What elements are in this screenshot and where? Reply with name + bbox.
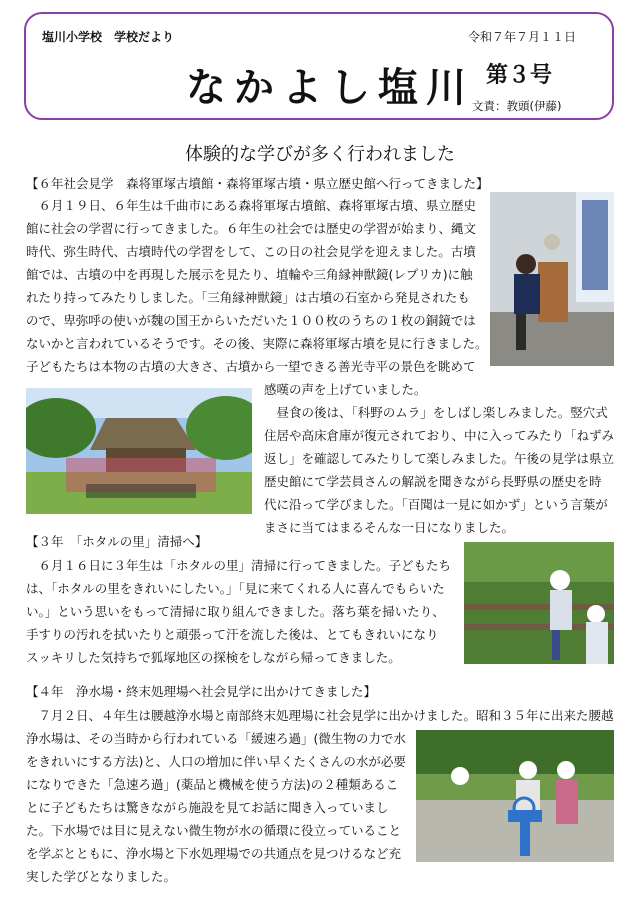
- grade3-line: 手すりの汚れを拭いたりと頑張って汗を流した後は、とてもきれいになり: [26, 627, 439, 642]
- grade4-line: 実した学びとなりました。: [26, 869, 177, 884]
- grade4-line: になりできた「急速ろ過」(薬品と機械を使う方法)の２種類あるこ: [26, 777, 399, 792]
- water-plant-photo: [416, 730, 614, 862]
- grade6-line: ６月１９日、６年生は千曲市にある森将軍塚古墳館、森将軍塚古墳、県立歴史: [26, 198, 477, 213]
- grade6-heading: 【６年社会見学 森将軍塚古墳館・森将軍塚古墳・県立歴史館へ行ってきました】: [26, 176, 489, 191]
- grade6-line: 返し」を確認してみたりして楽しみました。午後の見学は県立: [264, 451, 615, 466]
- grade4-text: [26, 727, 406, 888]
- grade6-text-2: [264, 378, 614, 539]
- grade6-line: 代に沿って学びました。「百聞は一見に如かず」という言葉が: [264, 497, 608, 512]
- grade4-line: とに子どもたちは驚きながら施設を見てお話に聞き入っていまし: [26, 800, 389, 815]
- grade3-line: は、「ホタルの里をきれいにしたい。」「見に来てくれる人に喜んでもらいた: [26, 581, 445, 596]
- grade4-line: を学ぶとともに、浄水場と下水処理場での共通点を見つけるなど充: [26, 846, 402, 861]
- grade6-line: 時代、弥生時代、古墳時代の学習をして、この日の社会見学を迎えました。古墳: [26, 244, 476, 259]
- grade4-line: 浄水場は、その当時から行われている「緩速ろ過」(微生物の力で水: [26, 731, 406, 746]
- grade3-heading: 【３年 「ホタルの里」清掃へ】: [26, 534, 208, 549]
- grade6-line: 館では、古墳の中を再現した展示を見たり、埴輪や三角縁神獣鏡(レプリカ)に触: [26, 267, 473, 282]
- grade6-line: れたり持ってみたりしました。「三角縁神獣鏡」は古墳の石室から発見されたも: [26, 290, 470, 305]
- grade4-line: た。下水場では目に見えない微生物が水の循環に役立っていること: [26, 823, 402, 838]
- grade6-line: 感嘆の声を上げていました。: [264, 382, 427, 397]
- school-name: 塩川小学校 学校だより: [42, 30, 175, 44]
- grade6-text: [26, 194, 488, 378]
- grade6-line: ないかと言われているそうです。その後、実際に森将軍塚古墳を見に行きました。: [26, 336, 488, 351]
- village-group-photo: [26, 388, 252, 514]
- headline: 体験的な学びが多く行われました: [185, 144, 455, 165]
- firefly-cleanup-photo: [464, 542, 614, 664]
- grade3-line: い。」という思いをもって清掃に取り組んできました。落ち葉を掃いたり、: [26, 604, 445, 619]
- newsletter-title: なかよし塩川: [186, 64, 474, 111]
- grade6-line: 館に社会の学習に行ってきました。６年生の社会では歴史の学習が始まり、縄文: [26, 221, 477, 236]
- newsletter-header: [24, 12, 614, 120]
- grade4-line: をきれいにする方法)と、人口の増加に伴い早くたくさんの水が必要: [26, 754, 406, 769]
- grade6-line: 子どもたちは本物の古墳の大きさ、古墳から一望できる善光寺平の景色を眺めて: [26, 359, 476, 374]
- issue-number: 第３号: [486, 63, 553, 88]
- author: 文責：教頭(伊藤): [472, 99, 562, 113]
- grade4-text-full: [26, 704, 614, 727]
- grade6-line: ので、卑弥呼の使いが魏の国王からいただいた１００枚のうちの１枚の銅鏡では: [26, 313, 476, 328]
- grade3-text: [26, 554, 451, 669]
- grade3-line: スッキリした気持ちで狐塚地区の探検をしながら帰ってきました。: [26, 650, 401, 665]
- grade6-line: まさに当てはまるそんな一日になりました。: [264, 520, 515, 535]
- grade6-line: 昼食の後は、「科野のムラ」をしばし楽しみました。竪穴式: [264, 405, 608, 420]
- grade3-line: ６月１６日に３年生は「ホタルの里」清掃に行ってきました。子どもたち: [26, 558, 452, 573]
- grade4-heading: 【４年 浄水場・終末処理場へ社会見学に出かけてきました】: [26, 684, 377, 699]
- grade6-line: 歴史館にて学芸員さんの解説を聞きながら長野県の歴史を時: [264, 474, 602, 489]
- issue-date: 令和７年７月１１日: [467, 30, 576, 44]
- grade6-line: 住居や高床倉庫が復元されており、中に入ってみたり「ねずみ: [264, 428, 615, 443]
- grade4-line: ７月２日、４年生は腰越浄水場と南部終末処理場に社会見学に出かけました。昭和３５年に出来た腰越: [26, 708, 614, 723]
- kofun-museum-photo: [490, 192, 614, 366]
